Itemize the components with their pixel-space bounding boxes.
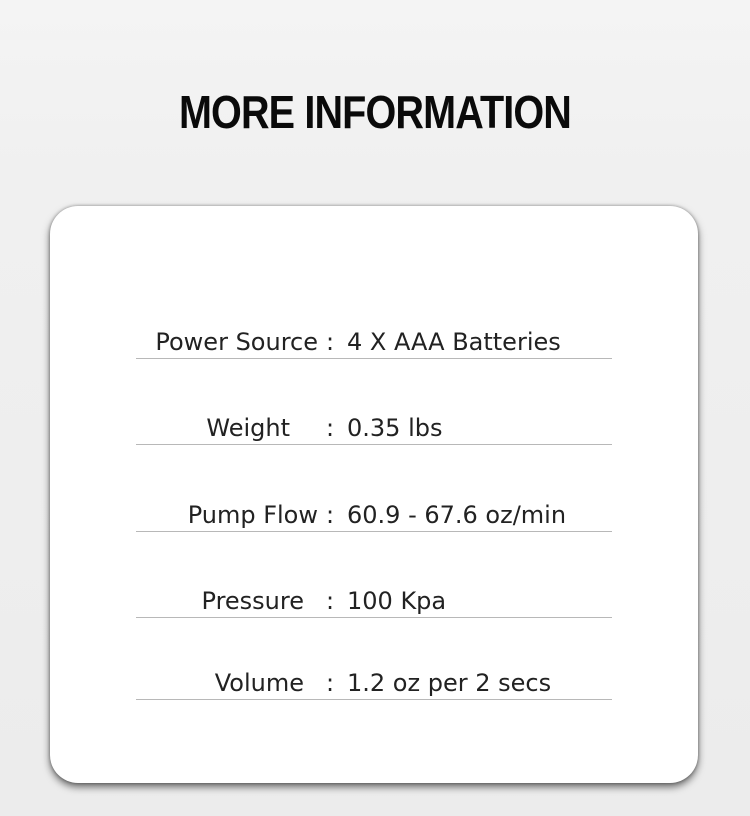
spec-value: 100 Kpa — [347, 587, 447, 615]
spec-separator: : — [326, 414, 335, 442]
spec-value: 1.2 oz per 2 secs — [347, 669, 552, 697]
spec-row-pump-flow — [136, 491, 612, 532]
spec-row-weight — [136, 404, 612, 445]
spec-row-pressure — [136, 577, 612, 618]
spec-value: 0.35 lbs — [347, 414, 443, 442]
spec-value: 4 X AAA Batteries — [347, 328, 561, 356]
spec-label: Pressure — [201, 587, 304, 615]
spec-row-volume — [136, 659, 612, 700]
spec-separator: : — [326, 669, 335, 697]
spec-row-power-source — [136, 318, 612, 359]
spec-separator: : — [326, 328, 335, 356]
spec-label: Power Source — [155, 328, 318, 356]
spec-label: Pump Flow — [187, 501, 318, 529]
spec-separator: : — [326, 587, 335, 615]
page-title: MORE INFORMATION — [178, 86, 572, 138]
spec-label: Weight — [206, 414, 290, 442]
spec-label: Volume — [214, 669, 304, 697]
spec-separator: : — [326, 501, 335, 529]
spec-value: 60.9 - 67.6 oz/min — [347, 501, 567, 529]
